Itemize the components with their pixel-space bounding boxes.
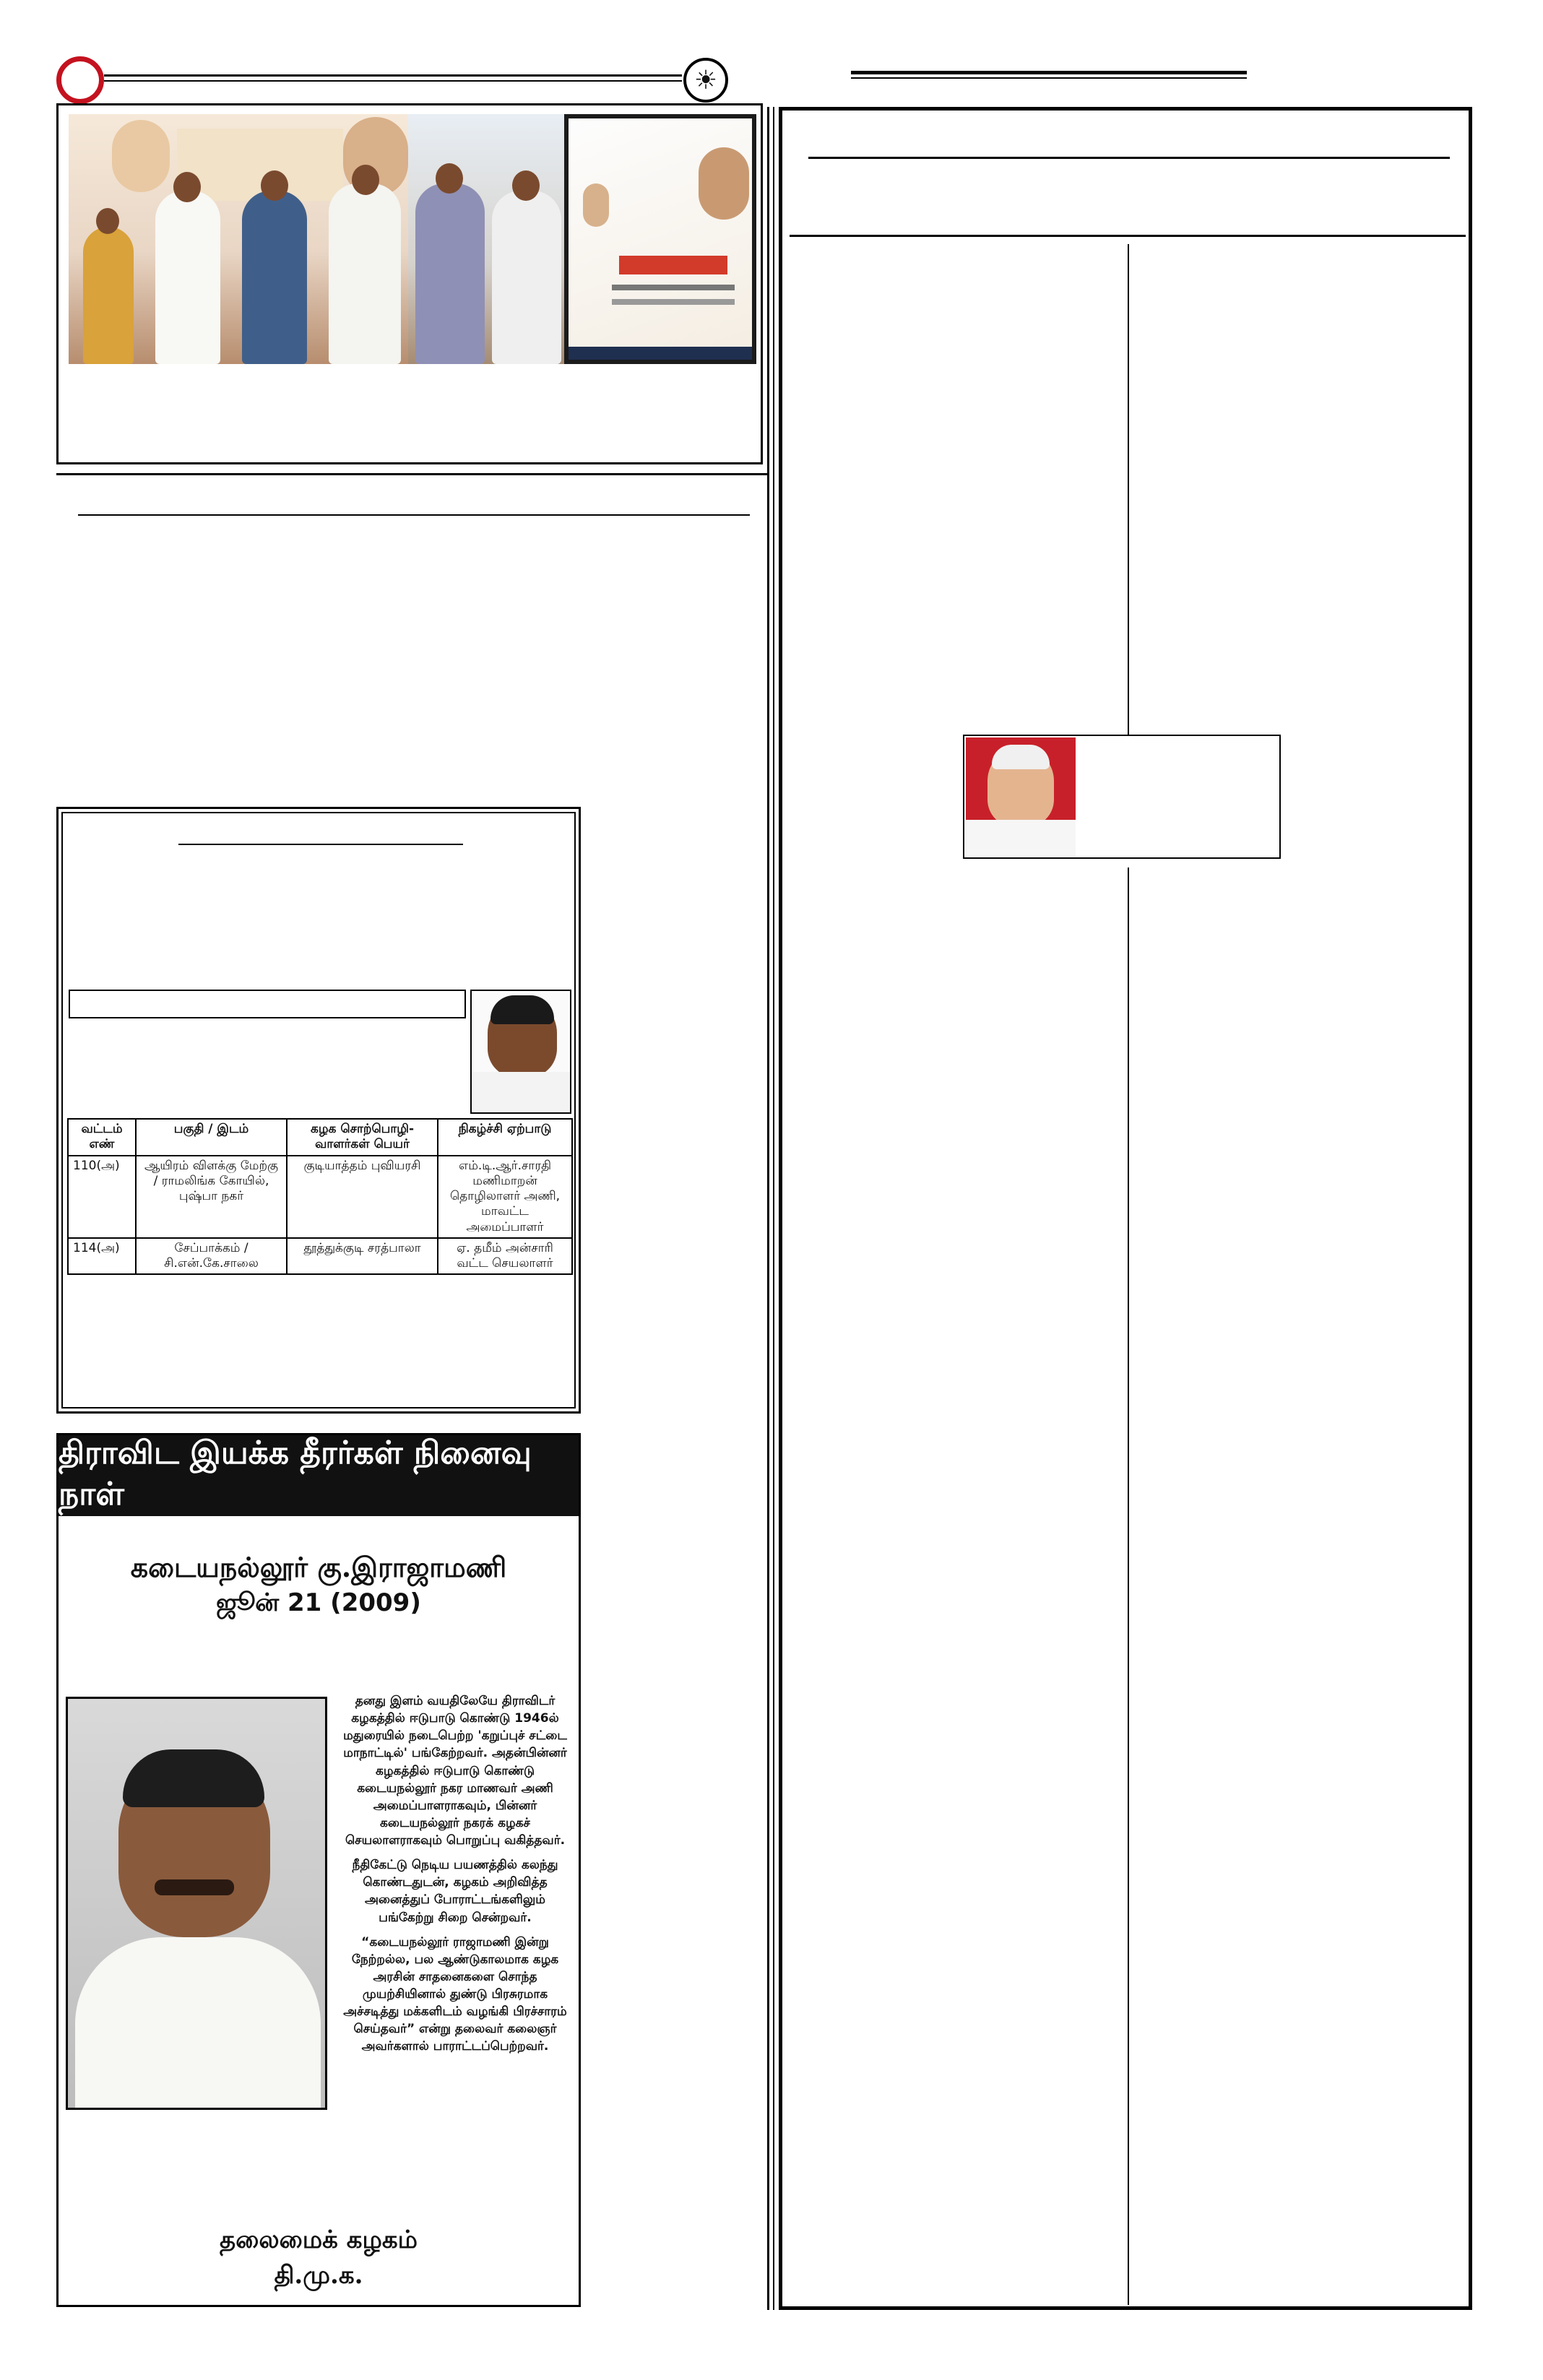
memorial-name: கடையநல்லூர் கு.இராஜாமணி: [130, 1551, 507, 1583]
masthead-rule-top: [104, 74, 682, 77]
bio-paragraph: தனது இளம் வயதிலேயே திராவிடர் கழகத்தில் ஈடுபாடு கொண்டு 1946ல் மதுரையில் நடைபெற்ற 'கறுப்புச் சட்டை மாநாட்டில்' பங்கேற்றவர். அதன்பின்னர் கழகத்தில் ஈடுபாடு கொண்டு கடையநல்லூர் நகர மாணவர் அணி அமைப்பாளராகவும், பின்னர் கடையநல்லூர் நகரக் கழகச் செயலாளராகவும் பொறுப்பு வகித்தவர்.: [343, 1694, 567, 1848]
cell-organizer: ஏ. தமீம் அன்சாரி வட்ட செயலாளர்: [438, 1238, 572, 1275]
event-photo-left: [69, 114, 408, 364]
cell-area: ஆயிரம் விளக்கு மேற்கு / ராமலிங்க கோயில், புஷ்பா நகர்: [136, 1156, 287, 1238]
footer-org-line: தலைமைக் கழகம்: [220, 2225, 418, 2254]
memorial-footer: [59, 2223, 579, 2294]
headline-rule: [78, 514, 750, 516]
right-headline-rule: [808, 157, 1450, 159]
right-section-rule: [790, 235, 1466, 237]
rising-sun-emblem-icon: ☀: [683, 58, 728, 103]
quote-portrait-box: [963, 735, 1281, 859]
meeting-roster-box: [56, 807, 581, 1414]
cell-area: சேப்பாக்கம் / சி.என்.கே.சாலை: [136, 1238, 287, 1275]
column-divider-thin: [773, 107, 774, 2310]
memorial-date: ஜூன் 21 (2009): [216, 1588, 421, 1617]
speaker-portrait: [470, 990, 571, 1114]
right-masthead-rule-thin: [851, 77, 1247, 79]
table-header-ward: வட்டம் எண்: [68, 1119, 136, 1156]
photo-story-box: [56, 103, 763, 464]
memorial-box: [56, 1433, 581, 2307]
roster-subtitle-box: [69, 990, 466, 1018]
column-divider: [767, 107, 769, 2310]
memorial-biography: [336, 1692, 574, 2063]
roster-title-rule: [178, 844, 463, 845]
section-rule: [56, 473, 767, 475]
cell-speakers: தூத்துக்குடி சரத்பாலா: [287, 1238, 438, 1275]
right-column-divider-bottom: [1128, 867, 1129, 2305]
footer-party-line: தி.மு.க.: [274, 2261, 363, 2290]
table-row: [68, 1156, 572, 1238]
cell-organizer: எம்.டி.ஆர்.சாரதி மணிமாறன் தொழிலாளர் அணி, மாவட்ட அமைப்பாளர்: [438, 1156, 572, 1238]
masthead-rule-bottom: [104, 80, 682, 82]
bio-paragraph: நீதிகேட்டு நெடிய பயணத்தில் கலந்து கொண்டதுடன், கழகம் அறிவித்த அனைத்துப் போராட்டங்களிலும் பங்கேற்று சிறை சென்றவர்.: [352, 1858, 558, 1925]
memorial-portrait: [66, 1697, 327, 2110]
red-ring-icon: [56, 56, 104, 104]
cell-speakers: குடியாத்தம் புவியரசி: [287, 1156, 438, 1238]
table-header-organizer: நிகழ்ச்சி ஏற்பாடு: [438, 1119, 572, 1156]
quote-portrait: [966, 737, 1076, 856]
cell-ward: 110(அ): [68, 1156, 136, 1238]
table-row: [68, 1238, 572, 1275]
right-article-box: [779, 107, 1472, 2310]
event-photo-screen: [564, 114, 756, 364]
bio-paragraph: “கடையநல்லூர் ராஜாமணி இன்று நேற்றல்ல, பல ஆண்டுகாலமாக கழக அரசின் சாதனைகளை சொந்த முயற்சியினால் துண்டு பிரசுரமாக அச்சடித்து மக்களிடம் வழங்கி பிரச்சாரம் செய்தவர்” என்று தலைவர் கலைஞர் அவர்களால் பாராட்டப்பெற்றவர்.: [343, 1934, 567, 2054]
event-photo-middle: [408, 114, 564, 364]
table-header-area: பகுதி / இடம்: [136, 1119, 287, 1156]
memorial-header: திராவிட இயக்க தீரர்கள் நினைவு நாள்: [59, 1435, 579, 1516]
right-masthead-rule: [851, 71, 1247, 74]
table-header-speakers: கழக சொற்பொழி-வாளர்கள் பெயர்: [287, 1119, 438, 1156]
cell-ward: 114(அ): [68, 1238, 136, 1275]
roster-table: [67, 1118, 573, 1275]
